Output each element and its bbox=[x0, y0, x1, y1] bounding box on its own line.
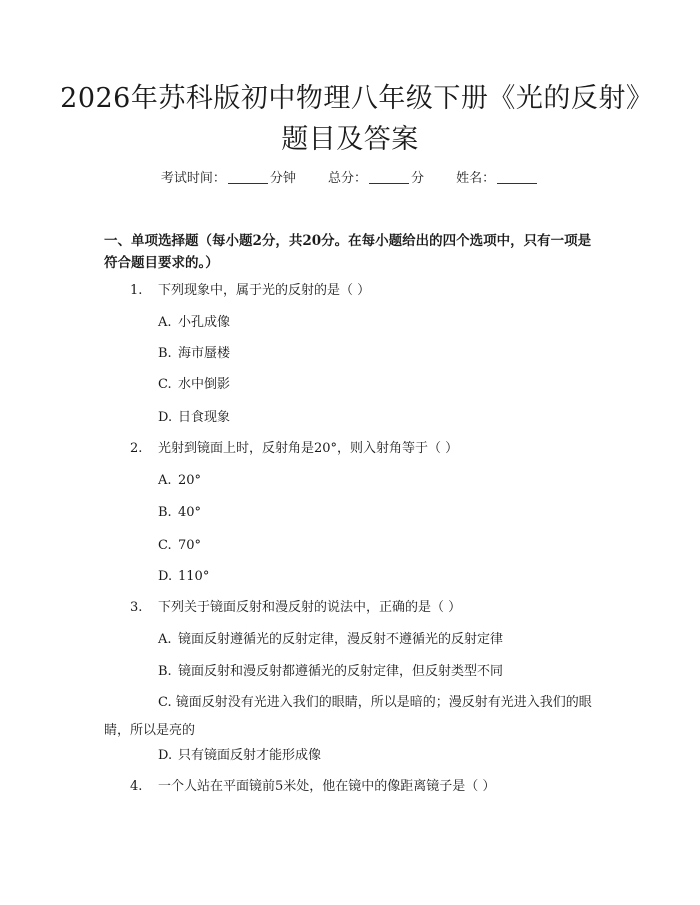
option-letter: D. bbox=[158, 748, 173, 763]
name-field bbox=[456, 171, 539, 186]
question-1-option-d bbox=[158, 409, 230, 427]
total-score-label: 总分： bbox=[327, 171, 367, 186]
question-2-option-c bbox=[158, 537, 201, 555]
question-2 bbox=[130, 440, 458, 458]
question-number: 2. bbox=[130, 441, 143, 456]
option-text: 镜面反射没有光进入我们的眼睛，所以是暗的；漫反射有光进入我们的眼睛，所以是亮的 bbox=[104, 695, 592, 738]
option-text: 小孔成像 bbox=[178, 315, 231, 330]
question-3-option-b bbox=[158, 663, 503, 681]
question-3 bbox=[130, 599, 461, 617]
question-stem: 光射到镜面上时，反射角是20°，则入射角等于（ ） bbox=[158, 441, 459, 456]
section-heading: 一、单项选择题（每小题2分，共20分。在每小题给出的四个选项中，只有一项是符合题目要求的。） bbox=[104, 233, 592, 271]
total-score-blank[interactable] bbox=[369, 171, 409, 184]
option-text: 日食现象 bbox=[178, 410, 231, 425]
option-letter: A. bbox=[158, 473, 172, 488]
question-stem: 下列现象中，属于光的反射的是（ ） bbox=[158, 283, 371, 298]
option-letter: A. bbox=[158, 315, 172, 330]
option-text: 20° bbox=[178, 473, 202, 488]
question-1 bbox=[130, 282, 370, 300]
option-text: 70° bbox=[178, 538, 202, 553]
name-label: 姓名： bbox=[456, 171, 496, 186]
option-text: 40° bbox=[178, 505, 202, 520]
option-letter: C. bbox=[158, 695, 172, 710]
question-2-option-a bbox=[158, 472, 201, 490]
question-1-option-b bbox=[158, 345, 230, 363]
option-text: 镜面反射和漫反射都遵循光的反射定律，但反射类型不同 bbox=[178, 664, 504, 679]
exam-time-blank[interactable] bbox=[228, 171, 268, 184]
total-score-field bbox=[328, 171, 424, 186]
exam-time-field bbox=[161, 171, 296, 186]
option-text: 水中倒影 bbox=[178, 377, 231, 392]
option-text: 海市蜃楼 bbox=[178, 346, 231, 361]
option-letter: D. bbox=[158, 569, 173, 584]
question-3-option-a bbox=[158, 631, 503, 649]
question-1-option-a bbox=[158, 314, 230, 332]
option-letter: B. bbox=[158, 664, 172, 679]
question-2-option-d bbox=[158, 568, 209, 586]
option-letter: B. bbox=[158, 505, 172, 520]
name-blank[interactable] bbox=[497, 171, 537, 184]
option-text: 只有镜面反射才能形成像 bbox=[178, 748, 322, 763]
total-score-unit: 分 bbox=[411, 171, 425, 186]
question-stem: 下列关于镜面反射和漫反射的说法中，正确的是（ ） bbox=[158, 600, 462, 615]
question-1-option-c bbox=[158, 376, 230, 394]
question-number: 4. bbox=[130, 779, 143, 794]
question-number: 3. bbox=[130, 600, 143, 615]
exam-time-unit: 分钟 bbox=[269, 171, 296, 186]
question-number: 1. bbox=[130, 283, 143, 298]
question-stem: 一个人站在平面镜前5米处，他在镜中的像距离镜子是（ ） bbox=[158, 779, 496, 794]
option-letter: C. bbox=[158, 377, 172, 392]
exam-meta bbox=[0, 170, 700, 188]
question-3-option-c bbox=[104, 689, 604, 745]
option-text: 镜面反射遵循光的反射定律，漫反射不遵循光的反射定律 bbox=[178, 632, 504, 647]
option-letter: B. bbox=[158, 346, 172, 361]
option-text: 110° bbox=[178, 569, 210, 584]
option-letter: C. bbox=[158, 538, 172, 553]
question-3-option-d bbox=[158, 747, 321, 765]
option-letter: D. bbox=[158, 410, 173, 425]
page-title: 2026年苏科版初中物理八年级下册《光的反射》题目及答案 bbox=[60, 83, 640, 155]
option-letter: A. bbox=[158, 632, 172, 647]
question-4 bbox=[130, 778, 495, 796]
question-2-option-b bbox=[158, 504, 201, 522]
exam-time-label: 考试时间： bbox=[160, 171, 226, 186]
